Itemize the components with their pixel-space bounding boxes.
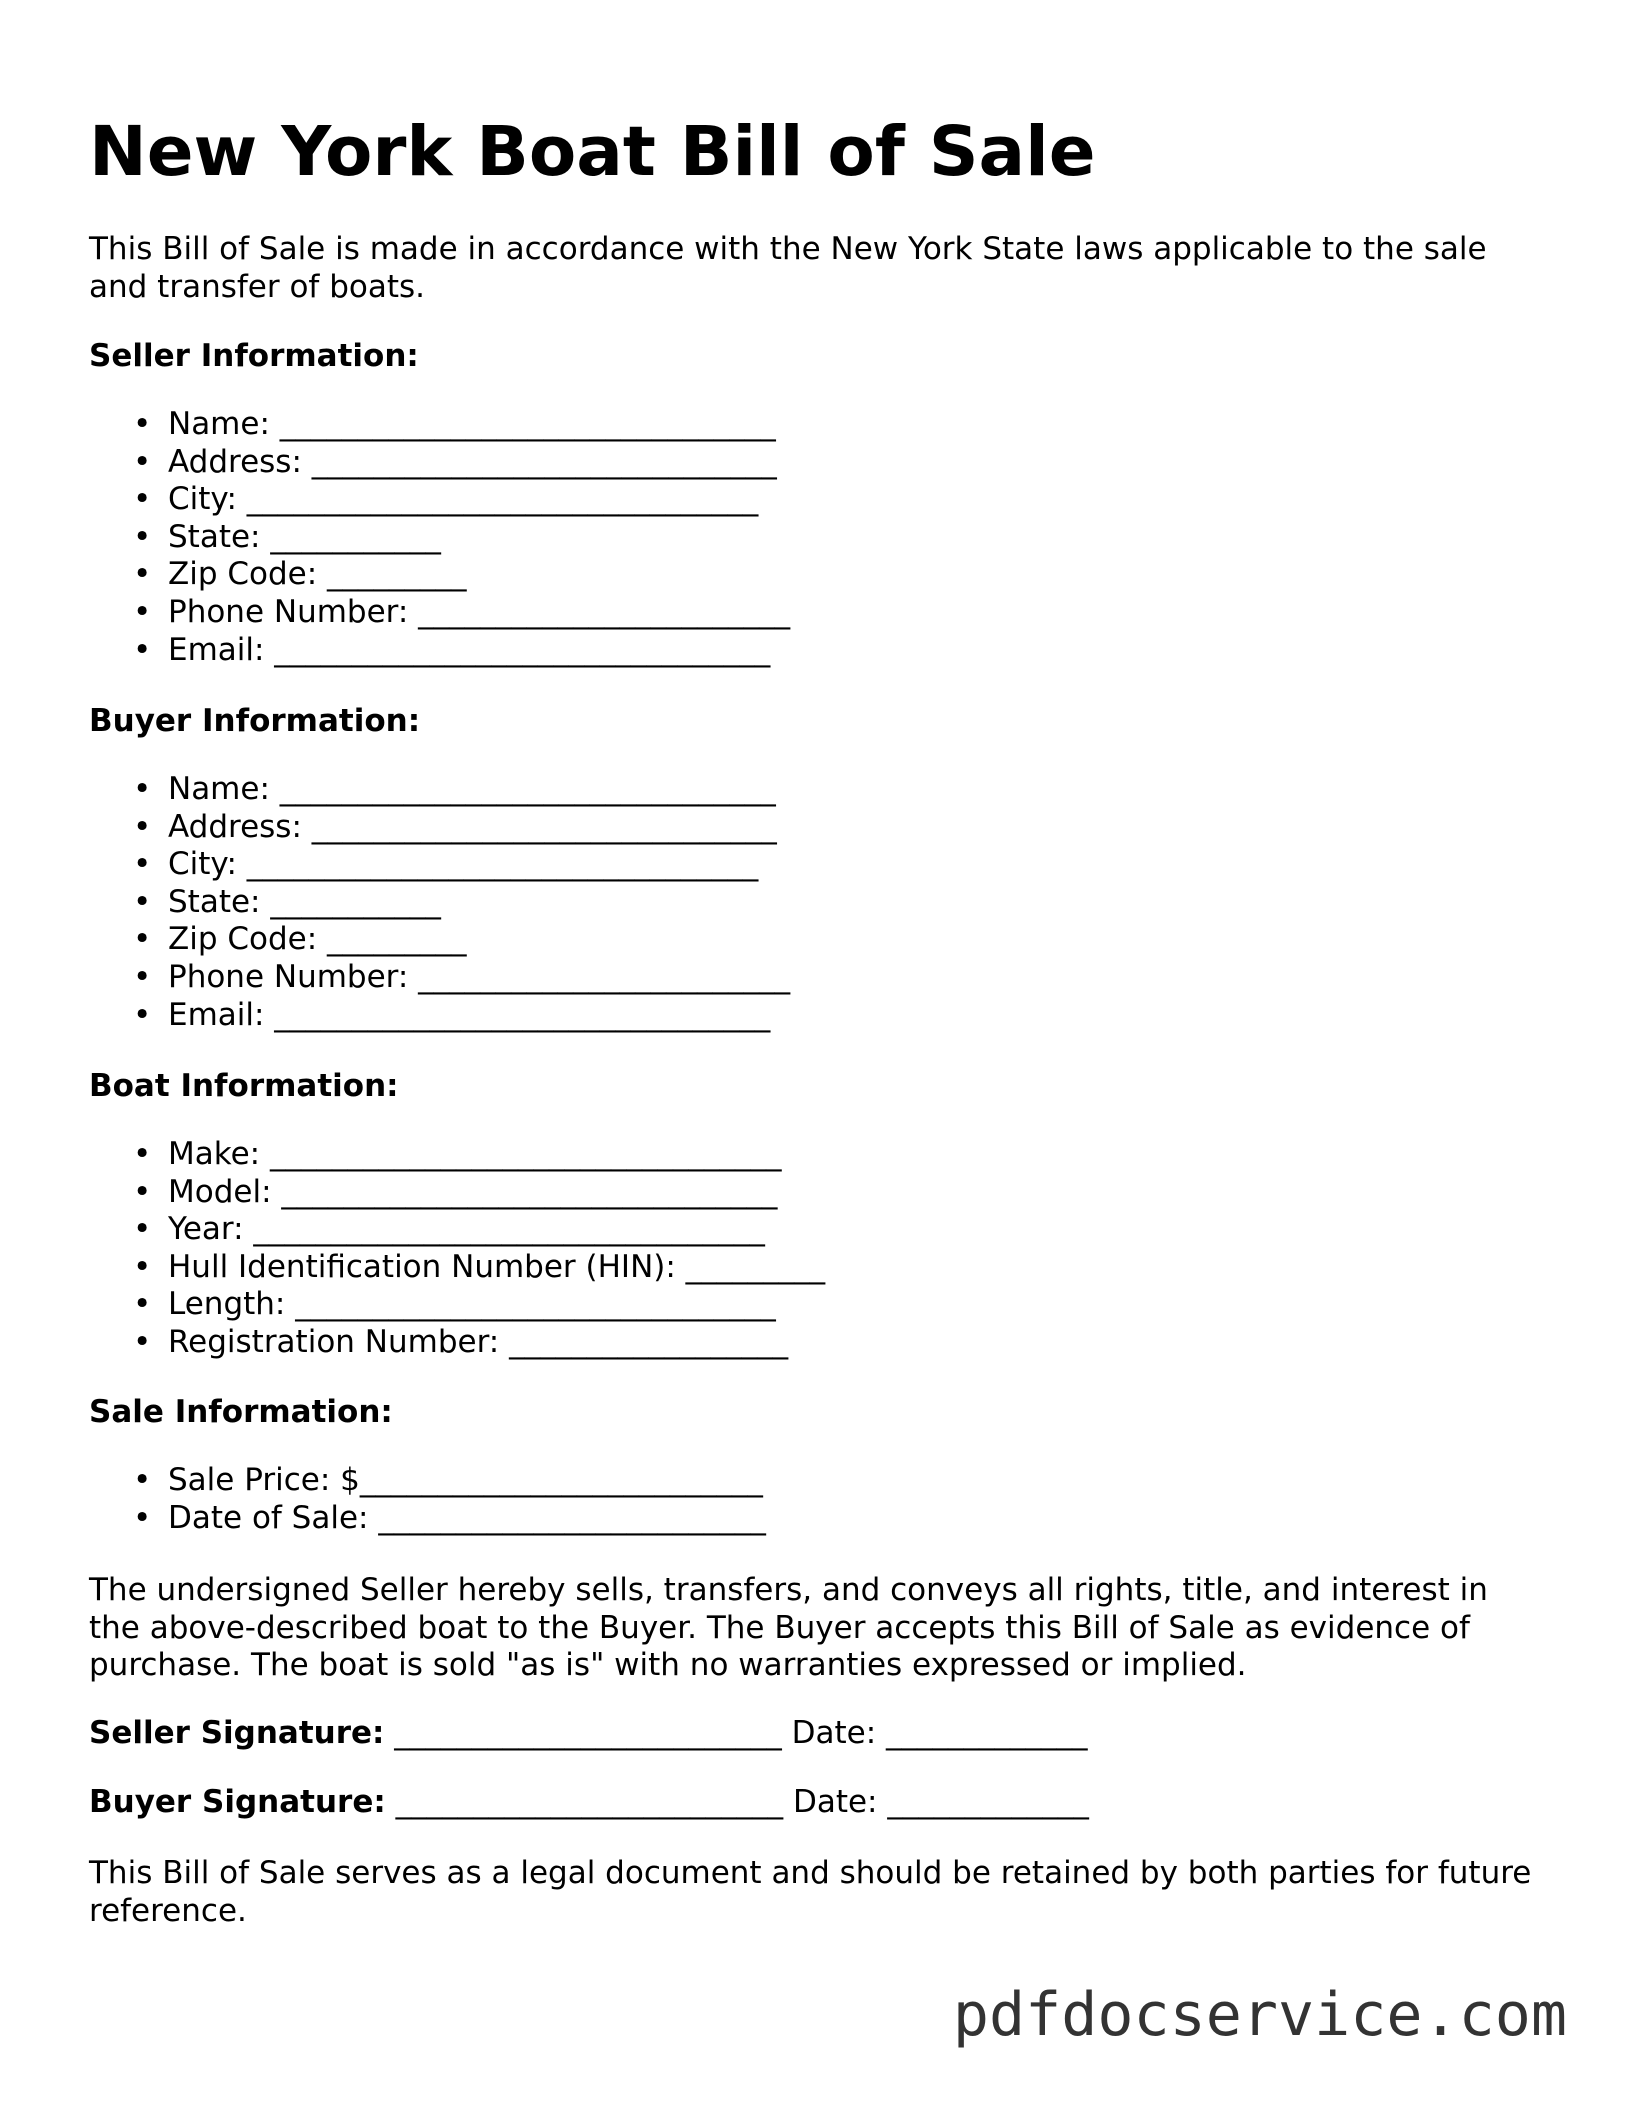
bullet-icon: • xyxy=(133,593,152,630)
seller-email-field[interactable]: • Email: ________________________________ xyxy=(133,631,771,668)
sale-heading: Sale Information: xyxy=(89,1394,393,1430)
seller-signature-line[interactable] xyxy=(89,1715,1088,1753)
seller-city-field[interactable]: • City: _________________________________ xyxy=(133,481,759,518)
sale-date-field[interactable]: • Date of Sale: _________________________ xyxy=(133,1499,766,1536)
buyer-field-list xyxy=(89,771,790,1034)
bullet-icon: • xyxy=(133,1462,152,1498)
seller-heading: Seller Information: xyxy=(89,338,419,374)
bullet-icon: • xyxy=(133,443,152,480)
bullet-icon: • xyxy=(133,771,152,807)
buyer-email-field[interactable]: • Email: ________________________________ xyxy=(133,996,771,1033)
seller-field-list xyxy=(89,406,790,669)
bullet-icon: • xyxy=(133,1286,152,1323)
bullet-icon: • xyxy=(133,883,152,920)
page-title: New York Boat Bill of Sale xyxy=(89,112,1096,192)
seller-phone-field[interactable]: • Phone Number: ________________________ xyxy=(133,593,791,630)
seller-zip-field[interactable]: • Zip Code: _________ xyxy=(133,556,467,593)
sale-price-field[interactable]: • Sale Price: $__________________________ xyxy=(133,1462,763,1498)
bullet-icon: • xyxy=(133,556,152,593)
bullet-icon: • xyxy=(133,846,152,883)
bullet-icon: • xyxy=(133,1211,152,1248)
seller-signature-label: Seller Signature: xyxy=(89,1715,385,1751)
bullet-icon: • xyxy=(133,631,152,668)
boat-model-field[interactable]: • Model: ________________________________ xyxy=(133,1173,778,1210)
bullet-icon: • xyxy=(133,1248,152,1285)
bullet-icon: • xyxy=(133,996,152,1033)
buyer-city-field[interactable]: • City: _________________________________ xyxy=(133,846,759,883)
buyer-zip-field[interactable]: • Zip Code: _________ xyxy=(133,921,467,958)
bullet-icon: • xyxy=(133,921,152,958)
watermark: pdfdocservice.com xyxy=(952,1980,1567,2050)
buyer-name-field[interactable]: • Name: ________________________________ xyxy=(133,771,776,807)
boat-registration-field[interactable]: • Registration Number: __________________ xyxy=(133,1323,789,1360)
bullet-icon: • xyxy=(133,1136,152,1172)
seller-signature-blanks[interactable]: _________________________ Date: _____________ xyxy=(384,1715,1088,1751)
buyer-phone-field[interactable]: • Phone Number: ________________________ xyxy=(133,958,791,995)
boat-year-field[interactable]: • Year: _________________________________ xyxy=(133,1211,765,1248)
buyer-heading: Buyer Information: xyxy=(89,703,421,739)
bullet-icon: • xyxy=(133,808,152,845)
buyer-address-field[interactable]: • Address: ______________________________ xyxy=(133,808,777,845)
bullet-icon: • xyxy=(133,406,152,442)
boat-make-field[interactable]: • Make: _________________________________ xyxy=(133,1136,782,1172)
bullet-icon: • xyxy=(133,1499,152,1536)
conveyance-paragraph: The undersigned Seller hereby sells, transfers, and conveys all rights, title, and interest in the above-described boat to the Buyer. The Buyer accepts this Bill of Sale as evidence of purchase. The boat is sold "as is" with no warranties expressed or implied. xyxy=(89,1572,1488,1684)
buyer-state-field[interactable]: • State: ___________ xyxy=(133,883,441,920)
boat-heading: Boat Information: xyxy=(89,1068,399,1104)
boat-length-field[interactable]: • Length: _______________________________ xyxy=(133,1286,776,1323)
boat-field-list xyxy=(89,1136,825,1362)
bullet-icon: • xyxy=(133,518,152,555)
intro-paragraph: This Bill of Sale is made in accordance with the New York State laws applicable to the sale and transfer of boats. xyxy=(89,231,1487,305)
bullet-icon: • xyxy=(133,1323,152,1360)
seller-state-field[interactable]: • State: ___________ xyxy=(133,518,441,555)
bullet-icon: • xyxy=(133,958,152,995)
buyer-signature-blanks[interactable]: _________________________ Date: _____________ xyxy=(385,1784,1089,1820)
seller-address-field[interactable]: • Address: ______________________________ xyxy=(133,443,777,480)
sale-field-list xyxy=(89,1462,766,1537)
buyer-signature-label: Buyer Signature: xyxy=(89,1784,386,1820)
buyer-signature-line[interactable] xyxy=(89,1784,1089,1822)
bullet-icon: • xyxy=(133,1173,152,1210)
boat-hin-field[interactable]: • Hull Identification Number (HIN): _________ xyxy=(133,1248,826,1285)
closing-paragraph: This Bill of Sale serves as a legal document and should be retained by both parties for future reference. xyxy=(89,1855,1532,1929)
seller-name-field[interactable]: • Name: ________________________________ xyxy=(133,406,776,442)
bullet-icon: • xyxy=(133,481,152,518)
